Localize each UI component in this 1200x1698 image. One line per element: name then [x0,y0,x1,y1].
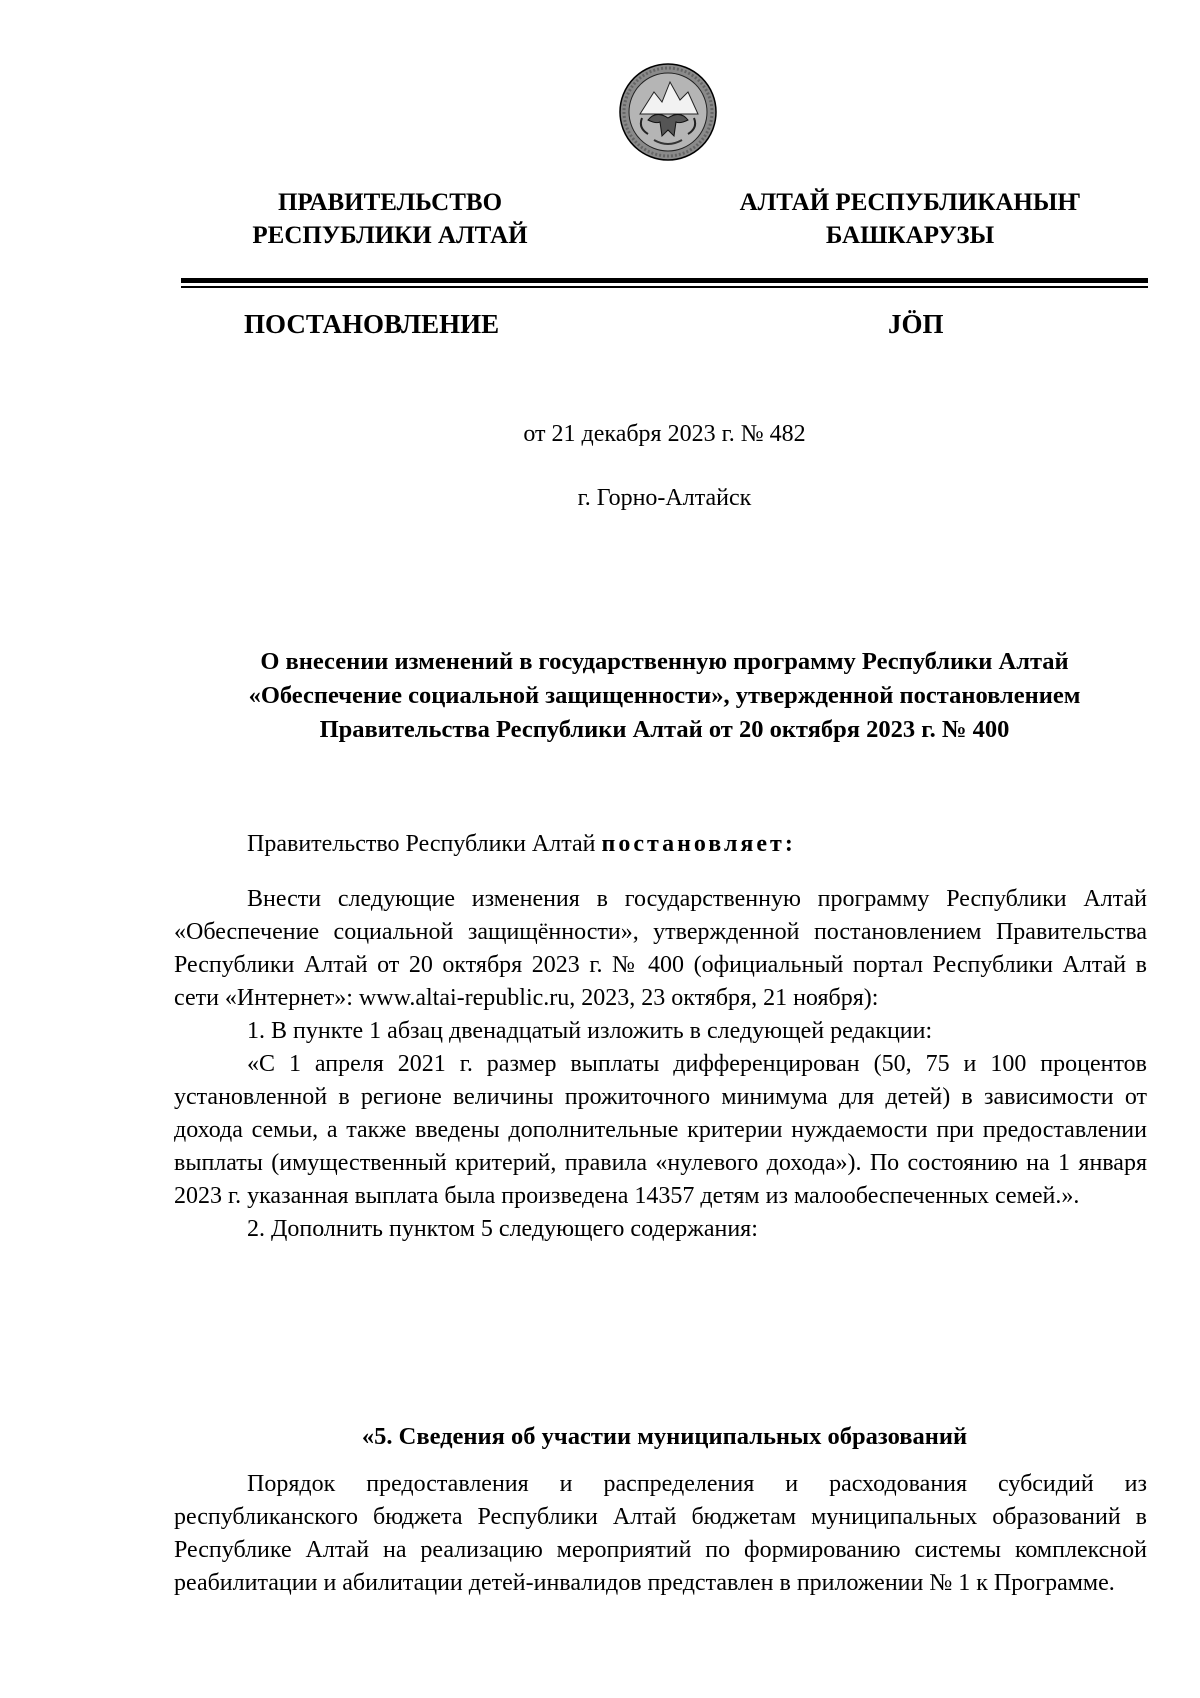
section-paragraph: Порядок предоставления и распределения и расходования субсидий из республиканского бюджета Республики Алтай бюджетам муниципальных образований в Республике Алтай на реализацию мероприятий по формированию системы комплексной реабилитации и абилитации детей-инвалидов представлен в приложении № 1 к Программе. [174,1471,1147,1596]
title-line2: «Обеспечение социальной защищенности», утвержденной постановлением [248,682,1081,709]
header-right [700,186,1120,252]
title-line3: Правительства Республики Алтай от 20 октября 2023 г. № 400 [319,716,1010,743]
header-divider-thick [181,278,1148,283]
header-right-line1: АЛТАЙ РЕСПУБЛИКАНЫҤ [739,189,1081,216]
header-left [220,186,560,252]
body-paragraph: Внести следующие изменения в государственную программу Республики Алтай «Обеспечение социальной защищённости», утвержденной постановлением Правительства Республики Алтай от 20 октября 2023 г. № 400 (официальный портал Республики Алтай в сети «Интернет»: www.altai-republic.ru, 2023, 23 октября, 21 ноября): [174,886,1147,1011]
body-paragraph: «С 1 апреля 2021 г. размер выплаты дифференцирован (50, 75 и 100 процентов установленной в регионе величины прожиточного минимума для детей) в зависимости от дохода семьи, а также введены дополнительные критерии нуждаемости при предоставлении выплаты (имущественный критерий, правила «нулевого дохода»). По состоянию на 1 января 2023 г. указанная выплата была произведена 14357 детям из малообеспеченных семей.». [174,1051,1147,1209]
decree-intro: Правительство Республики Алтай [247,831,602,857]
body-paragraph: 1. В пункте 1 абзац двенадцатый изложить в следующей редакции: [247,1018,933,1044]
header-divider-thin [181,286,1148,288]
city-line: г. Горно-Алтайск [577,485,752,511]
document-type-left: ПОСТАНОВЛЕНИЕ [244,309,500,339]
body-paragraph: 2. Дополнить пунктом 5 следующего содержания: [247,1216,758,1242]
header-left-line2: РЕСПУБЛИКИ АЛТАЙ [252,222,528,249]
decree-verb: постановляет: [601,831,796,857]
decree-paragraph [174,828,1147,861]
date-line: от 21 декабря 2023 г. № 482 [523,421,806,447]
coat-of-arms-emblem [618,62,718,162]
title-line1: О внесении изменений в государственную программу Республики Алтай [260,648,1069,675]
section-heading: «5. Сведения об участии муниципальных образований [361,1423,968,1450]
main-body [174,883,1147,1246]
document-title [181,645,1148,747]
header-left-line1: ПРАВИТЕЛЬСТВО [277,189,503,216]
header-right-line2: БАШКАРУЗЫ [825,222,995,249]
section-body [174,1468,1147,1600]
document-type-right: JӦП [888,309,944,339]
